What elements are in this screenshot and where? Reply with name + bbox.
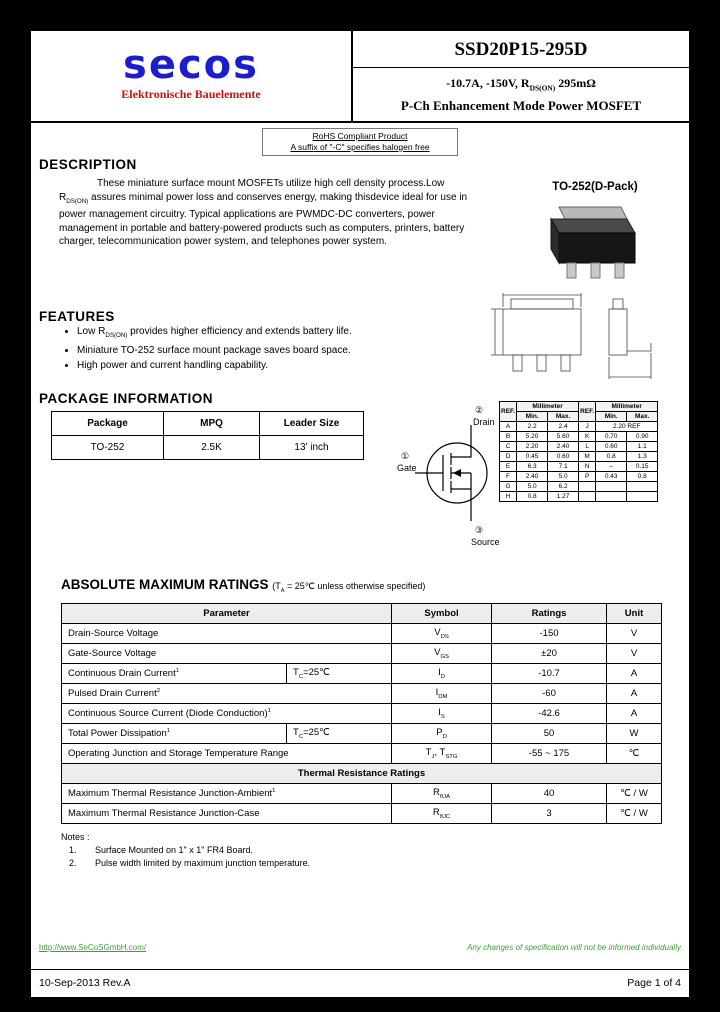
param-cell bbox=[62, 724, 287, 744]
unit-cell: V bbox=[607, 624, 662, 644]
condition-cell bbox=[287, 664, 392, 684]
column-header: REF. bbox=[579, 402, 596, 422]
symbol-cell bbox=[392, 724, 492, 744]
table-row bbox=[62, 644, 662, 664]
table-row bbox=[62, 784, 662, 804]
param-text: Pulsed Drain Current bbox=[68, 688, 157, 700]
table-cell: 2.20 REF bbox=[596, 422, 658, 432]
table-cell: L bbox=[579, 442, 596, 452]
table-row bbox=[62, 744, 662, 764]
unit-cell: A bbox=[607, 684, 662, 704]
feature-text: High power and current handling capability. bbox=[77, 360, 269, 371]
column-header: REF. bbox=[500, 402, 517, 422]
feature-item bbox=[77, 325, 489, 342]
feature-text: Low R bbox=[77, 326, 106, 337]
table-cell: B bbox=[500, 432, 517, 442]
table-cell: 1.27 bbox=[548, 492, 579, 502]
column-header: Unit bbox=[607, 604, 662, 624]
symbol-text: V bbox=[434, 627, 441, 639]
param-sup: 1 bbox=[166, 727, 171, 734]
condition-sub: C bbox=[298, 733, 304, 740]
table-cell: E bbox=[500, 462, 517, 472]
gate-label: Gate bbox=[397, 463, 417, 473]
param-text: Drain-Source Voltage bbox=[68, 628, 159, 639]
param-text: Gate-Source Voltage bbox=[68, 648, 157, 659]
rating-cell: -42.6 bbox=[492, 704, 607, 724]
symbol-cell bbox=[392, 624, 492, 644]
rating-cell: 40 bbox=[492, 784, 607, 804]
symbol-text: I bbox=[438, 707, 441, 719]
description-title: DESCRIPTION bbox=[39, 157, 137, 172]
condition-text-post: =25℃ bbox=[303, 667, 330, 679]
rohs-line2: A suffix of "-C" specifies halogen free bbox=[290, 142, 430, 152]
unit-cell: A bbox=[607, 664, 662, 684]
table-row bbox=[500, 442, 658, 452]
rating-cell: -55 ~ 175 bbox=[492, 744, 607, 764]
table-cell: -- bbox=[596, 462, 627, 472]
notes-title: Notes : bbox=[61, 832, 90, 842]
abs-title-note bbox=[272, 581, 426, 594]
footer-page-number: Page 1 of 4 bbox=[627, 977, 681, 989]
table-row bbox=[62, 804, 662, 824]
features-title: FEATURES bbox=[39, 309, 115, 324]
symbol-text2: , T bbox=[434, 747, 446, 759]
table-cell: 6.2 bbox=[548, 482, 579, 492]
description-text: These miniature surface mount MOSFETs utilize high cell density process.Low R bbox=[59, 178, 445, 203]
table-cell: 0.60 bbox=[548, 452, 579, 462]
table-cell: D bbox=[500, 452, 517, 462]
table-header-row bbox=[500, 402, 658, 412]
footer-date-revision: 10-Sep-2013 Rev.A bbox=[39, 977, 131, 989]
brand-subtitle: Elektronische Bauelemente bbox=[121, 87, 261, 101]
table-header-row bbox=[52, 412, 364, 436]
symbol-text: R bbox=[433, 787, 440, 799]
symbol-cell bbox=[392, 644, 492, 664]
description-paragraph bbox=[59, 177, 473, 249]
title-block bbox=[351, 31, 689, 121]
unit-cell: ℃ / W bbox=[607, 804, 662, 824]
table-cell: 0.15 bbox=[627, 462, 658, 472]
table-cell: 0.43 bbox=[596, 472, 627, 482]
table-cell: 5.0 bbox=[548, 472, 579, 482]
table-cell: 0.70 bbox=[596, 432, 627, 442]
symbol-sub2: STG bbox=[445, 753, 458, 760]
symbol-text: V bbox=[434, 647, 441, 659]
table-cell: 2.2 bbox=[517, 422, 548, 432]
secos-logo: secos bbox=[123, 42, 259, 88]
param-text: Continuous Drain Current bbox=[68, 668, 176, 680]
unit-cell: A bbox=[607, 704, 662, 724]
column-header: Max. bbox=[627, 412, 658, 422]
unit-cell: ℃ bbox=[607, 744, 662, 764]
table-row bbox=[62, 664, 662, 684]
footer-website-link[interactable]: http://www.SeCoSGmbH.com/ bbox=[39, 943, 147, 952]
rating-cell: -10.7 bbox=[492, 664, 607, 684]
symbol-sub: DS bbox=[440, 633, 449, 640]
drain-label: Drain bbox=[473, 417, 495, 427]
table-cell: J bbox=[579, 422, 596, 432]
table-row bbox=[500, 472, 658, 482]
param-sup: 2 bbox=[156, 687, 160, 694]
table-cell bbox=[596, 482, 627, 492]
table-cell: TO-252 bbox=[52, 436, 164, 460]
symbol-text: P bbox=[436, 727, 443, 739]
symbol-sub: S bbox=[440, 713, 445, 720]
param-cell bbox=[62, 684, 392, 704]
param-cell bbox=[62, 664, 287, 684]
param-cell bbox=[62, 744, 392, 764]
table-cell: 0.8 bbox=[627, 472, 658, 482]
symbol-text: I bbox=[435, 687, 439, 699]
abs-max-ratings-title bbox=[61, 577, 425, 594]
table-cell: 0.45 bbox=[517, 452, 548, 462]
table-cell: A bbox=[500, 422, 517, 432]
table-row bbox=[62, 684, 662, 704]
dimension-table bbox=[499, 401, 658, 502]
column-header: Min. bbox=[517, 412, 548, 422]
package-name-label: TO-252(D-Pack) bbox=[552, 181, 638, 193]
table-cell: 1.3 bbox=[627, 452, 658, 462]
symbol-cell bbox=[392, 704, 492, 724]
features-list bbox=[77, 325, 489, 374]
symbol-cell bbox=[392, 684, 492, 704]
symbol-cell bbox=[392, 744, 492, 764]
column-header: Min. bbox=[596, 412, 627, 422]
symbol-sub: θJC bbox=[439, 813, 451, 820]
param-sup: 1 bbox=[175, 667, 180, 674]
table-cell: 0.60 bbox=[596, 442, 627, 452]
table-row bbox=[500, 462, 658, 472]
symbol-sub: θJA bbox=[439, 793, 451, 800]
abs-title-text: ABSOLUTE MAXIMUM RATINGS bbox=[61, 577, 269, 592]
table-row bbox=[52, 436, 364, 460]
footer-divider bbox=[31, 969, 689, 970]
param-text: Maximum Thermal Resistance Junction-Ambient bbox=[68, 788, 273, 800]
param-cell bbox=[62, 624, 392, 644]
table-cell bbox=[579, 492, 596, 502]
feature-item bbox=[77, 359, 489, 372]
param-cell bbox=[62, 704, 392, 724]
ratings-text: -10.7A, -150V, R bbox=[446, 76, 530, 90]
param-text: Total Power Dissipation bbox=[68, 728, 167, 740]
symbol-sub: D bbox=[440, 673, 445, 680]
unit-cell: W bbox=[607, 724, 662, 744]
package-information-title: PACKAGE INFORMATION bbox=[39, 391, 213, 406]
table-cell: P bbox=[579, 472, 596, 482]
footer-disclaimer: Any changes of specification will not be informed individually bbox=[467, 943, 681, 952]
table-cell bbox=[579, 482, 596, 492]
table-cell: 2.40 bbox=[548, 442, 579, 452]
table-cell: 5.60 bbox=[548, 432, 579, 442]
package-3d-image bbox=[525, 199, 655, 291]
condition-sub: C bbox=[298, 673, 304, 680]
part-ratings-line bbox=[353, 76, 689, 92]
param-cell bbox=[62, 784, 392, 804]
column-header: Max. bbox=[548, 412, 579, 422]
description-text-post: assures minimal power loss and conserves energy, making thisdevice ideal for use in power management circuitry. Typical applications are PWMDC-DC converters, power management in portable and battery-powered products such as computers, printers, battery charger, telecommunication power system, and telephones power system. bbox=[59, 191, 468, 247]
table-row bbox=[62, 704, 662, 724]
column-header: Millimeter bbox=[596, 402, 658, 412]
table-cell: M bbox=[579, 452, 596, 462]
table-cell: 6.3 bbox=[517, 462, 548, 472]
rating-cell: -150 bbox=[492, 624, 607, 644]
note-text-post: = 25℃ unless otherwise specified) bbox=[284, 581, 426, 591]
table-cell: C bbox=[500, 442, 517, 452]
table-cell: F bbox=[500, 472, 517, 482]
table-cell: 2.5K bbox=[164, 436, 260, 460]
drain-pin-number: ② bbox=[475, 405, 484, 415]
table-row bbox=[62, 624, 662, 644]
condition-text: T bbox=[293, 727, 299, 739]
table-cell: 7.1 bbox=[548, 462, 579, 472]
table-cell: N bbox=[579, 462, 596, 472]
table-row bbox=[500, 482, 658, 492]
rating-cell: 3 bbox=[492, 804, 607, 824]
absolute-maximum-ratings-table bbox=[61, 603, 662, 824]
symbol-cell bbox=[392, 784, 492, 804]
header bbox=[31, 31, 689, 123]
thermal-section-header: Thermal Resistance Ratings bbox=[62, 764, 662, 784]
table-row bbox=[500, 492, 658, 502]
note-text: (T bbox=[272, 581, 281, 591]
unit-cell: V bbox=[607, 644, 662, 664]
gate-pin-number: ① bbox=[401, 451, 410, 461]
part-number: SSD20P15-295D bbox=[353, 31, 689, 68]
note-text: Surface Mounted on 1" x 1" FR4 Board. bbox=[95, 845, 253, 855]
symbol-sub: J bbox=[431, 753, 435, 760]
symbol-text: I bbox=[438, 667, 441, 679]
table-header-row bbox=[62, 604, 662, 624]
table-row bbox=[500, 432, 658, 442]
notes-section bbox=[61, 831, 310, 870]
symbol-text: R bbox=[432, 807, 440, 819]
note-item bbox=[61, 857, 310, 870]
note-item bbox=[61, 844, 310, 857]
brand-block bbox=[31, 31, 351, 121]
table-cell: 5.0 bbox=[517, 482, 548, 492]
param-text: Continuous Source Current (Diode Conduction) bbox=[68, 708, 268, 720]
table-cell: 13' inch bbox=[260, 436, 364, 460]
unit-cell: ℃ / W bbox=[607, 784, 662, 804]
column-header: Millimeter bbox=[517, 402, 579, 412]
symbol-sub: D bbox=[442, 733, 447, 740]
package-outline-drawing bbox=[489, 293, 679, 393]
table-cell: G bbox=[500, 482, 517, 492]
note-number: 1. bbox=[69, 845, 77, 855]
package-information-table bbox=[51, 411, 364, 460]
document-sheet bbox=[30, 30, 690, 998]
param-cell bbox=[62, 644, 392, 664]
rating-cell: ±20 bbox=[492, 644, 607, 664]
param-sup: 1 bbox=[272, 787, 276, 794]
table-cell: 2.40 bbox=[517, 472, 548, 482]
rohs-box bbox=[262, 128, 458, 156]
symbol-sub: DM bbox=[438, 693, 448, 700]
table-cell: 2.4 bbox=[548, 422, 579, 432]
param-cell bbox=[62, 804, 392, 824]
feature-item bbox=[77, 344, 489, 357]
table-cell: 0.8 bbox=[596, 452, 627, 462]
symbol-sub: GS bbox=[440, 653, 449, 660]
feature-text-post: provides higher efficiency and extends battery life. bbox=[127, 326, 352, 337]
note-sub: A bbox=[280, 587, 285, 594]
column-header: MPQ bbox=[164, 412, 260, 436]
column-header: Parameter bbox=[62, 604, 392, 624]
column-header: Package bbox=[52, 412, 164, 436]
table-row bbox=[500, 422, 658, 432]
source-pin-number: ③ bbox=[475, 525, 484, 535]
condition-text: T bbox=[293, 667, 299, 679]
param-text: Maximum Thermal Resistance Junction-Case bbox=[68, 808, 260, 819]
table-cell: 5.20 bbox=[517, 432, 548, 442]
rating-cell: -60 bbox=[492, 684, 607, 704]
condition-text-post: =25℃ bbox=[303, 727, 330, 739]
symbol-cell bbox=[392, 664, 492, 684]
table-row bbox=[500, 452, 658, 462]
column-header: Ratings bbox=[492, 604, 607, 624]
ratings-text-post: 295mΩ bbox=[555, 76, 596, 90]
description-sub: DS(ON) bbox=[66, 197, 89, 205]
table-cell bbox=[596, 492, 627, 502]
symbol-cell bbox=[392, 804, 492, 824]
table-cell bbox=[627, 482, 658, 492]
column-header: Symbol bbox=[392, 604, 492, 624]
table-cell: 0.90 bbox=[627, 432, 658, 442]
table-cell: K bbox=[579, 432, 596, 442]
condition-cell bbox=[287, 724, 392, 744]
table-cell bbox=[627, 492, 658, 502]
table-row bbox=[62, 724, 662, 744]
ratings-sub: DS(ON) bbox=[529, 83, 556, 93]
table-cell: 1.1 bbox=[627, 442, 658, 452]
table-cell: 0.8 bbox=[517, 492, 548, 502]
param-text: Operating Junction and Storage Temperature Range bbox=[68, 748, 289, 759]
rohs-line1: RoHS Compliant Product bbox=[312, 131, 408, 141]
column-header: Leader Size bbox=[260, 412, 364, 436]
feature-sub: DS(ON) bbox=[105, 332, 128, 339]
symbol-text: T bbox=[425, 747, 432, 759]
table-subheader-row bbox=[62, 764, 662, 784]
note-number: 2. bbox=[69, 858, 77, 868]
table-cell: 2.20 bbox=[517, 442, 548, 452]
feature-text: Miniature TO-252 surface mount package saves board space. bbox=[77, 345, 351, 356]
source-label: Source bbox=[471, 537, 500, 547]
part-description-line: P-Ch Enhancement Mode Power MOSFET bbox=[400, 98, 642, 114]
table-cell: H bbox=[500, 492, 517, 502]
param-sup: 1 bbox=[267, 707, 271, 714]
rating-cell: 50 bbox=[492, 724, 607, 744]
note-text: Pulse width limited by maximum junction temperature. bbox=[95, 858, 311, 868]
